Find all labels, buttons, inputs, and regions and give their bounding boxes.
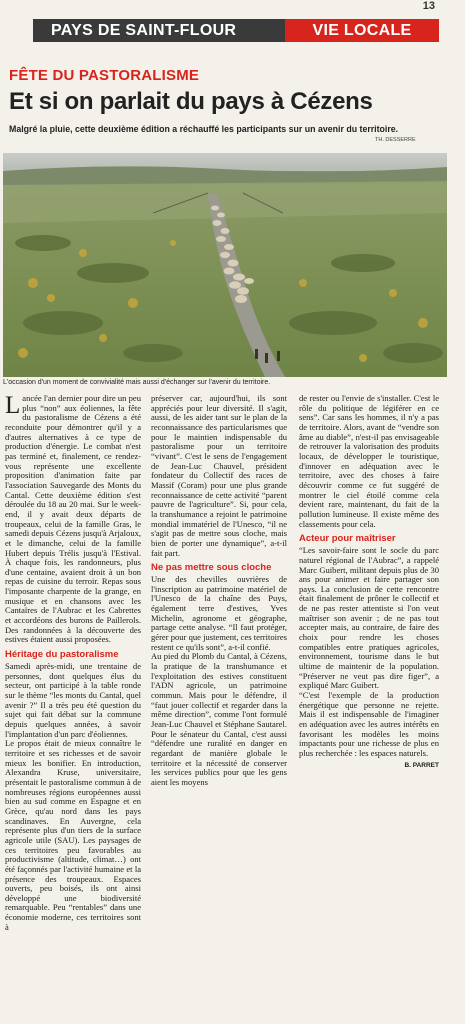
article-photo: [3, 153, 447, 377]
article-column-1: [5, 394, 141, 1024]
paragraph: “C'est l'exemple de la production énergétique que personne ne rejette. Mais il est indispensable de l'imaginer en adéquation avec les autres intérêts en favorisant les modèles les moins impactants pour une richesse de plus en plus recherchée : les espaces naturels.: [299, 690, 439, 758]
paragraph: de rester ou l'envie de s'installer. C'est le rôle du politique de légiférer en ce sens”. Car sans les hommes, il n'y a pas de territoire. Alors, avant de “vendre son âme au diable”, n'est-il pas envisageable de retrouver la valorisation des produits locaux, de développer le touristique, d'innover en adéquation avec le territoire, avec des choses à faire découvrir comme ce fut suggéré de montrer le ciel étoilé comme cela devient rare, maintenant, du fait de la pollution lumineuse. Il existe même des classements pour cela.: [299, 394, 439, 529]
author-byline: B. PARRET: [404, 761, 439, 769]
article-column-3: [299, 394, 439, 854]
subheading: Ne pas mettre sous cloche: [151, 562, 272, 574]
paragraph: Le propos était de mieux connaître le territoire et ses richesses et de savoir mieux les bonifier. En introduction, Alexandra Kruse, universitaire, présentait le pastoralisme commun à de nombreuses régions européennes aussi bien au sud comme en Espagne et en Grèce, qu'au nord dans les pays scandinaves. En Auvergne, cela représente plus d'un tiers de la surface agricole utile (SAU). Les paysages de ces territoires peu favorables au productivisme (altitude, climat…) ont été façonnés par l'activité humaine et la présence des troupeaux. Espaces ouverts, peu boisés, ils ont ainsi développé une biodiversité remarquable. Peu “rentables” dans une économie moderne, ces territoires sont à: [5, 738, 141, 932]
paragraph: Au pied du Plomb du Cantal, à Cézens, la pratique de la transhumance et l'exploitation des estives constituent l'ADN agricole, un patrimoine commun. Mais pour le défendre, il “faut jouer collectif et regarder dans la même direction”, comme l'ont formulé Jean-Luc Chauvel et Stéphane Sautarel. Pour le sénateur du Cantal, c'est aussi “défendre une ruralité en danger en regardant de manière globale le territoire et la nécessité de conserver les services publics pour que les gens aient les moyens: [151, 651, 287, 787]
photo-caption: L'occasion d'un moment de convivialité mais aussi d'échanger sur l'avenir du territoire.: [3, 379, 271, 386]
article-headline: Et si on parlait du pays à Cézens: [9, 88, 373, 115]
section-title-left: PAYS DE SAINT-FLOUR: [33, 19, 285, 42]
paragraph: Samedi après-midi, une trentaine de personnes, dont quelques élus du secteur, ont participé à la table ronde sur le thème “les monts du Cantal, quel avenir ?” Il a très peu été question du sujet qui fait débat sur la commune depuis quelques années, à savoir l'implantation d'un parc d'éoliennes.: [5, 661, 141, 739]
subheading: Acteur pour maîtriser: [299, 533, 396, 545]
drop-cap: L: [5, 394, 21, 419]
subheading: Héritage du pastoralisme: [5, 649, 119, 661]
paragraph: [5, 394, 141, 645]
article-kicker: FÊTE DU PASTORALISME: [9, 67, 200, 84]
photo-credit: TH. DESSERRE: [375, 137, 416, 143]
paragraph: préserver car, aujourd'hui, ils sont appréciés pour leur diversité. Il s'agit, aussi, de les aider tant sur le plan de la reconnaissance des particularismes que pour le maintien indispensable du pastoralisme pour un territoire “vivant”. C'est le sens de l'engagement de Jean-Luc Chauvel, président fondateur du Collectif des races de Massif (Coram) pour une plus grande reconnaissance de cette activité “parent pauvre de l'agriculture”. Si, pour cela, la transhumance a rejoint le patrimoine mondial immatériel de l'Unesco, “il ne s'agit pas de mettre sous cloche, mais bien de porter une dynamique”, a-t-il fait part.: [151, 394, 287, 558]
paragraph: “Les savoir-faire sont le socle du parc naturel régional de l'Aubrac”, a rappelé Marc Guibert, militant depuis plus de 30 ans pour animer et faire partager son pays. La conclusion de cette rencontre était finalement de prôner le collectif et de ne pas rester attentiste si l'on veut maîtriser son avenir ; de ne pas tout accepter mais, au contraire, de faire des choix pour rendre les choses compatibles entre pratiques agricoles, environnement, tourisme dans le but ultime de maintenir de la population. “Préserver ne veut pas dire figer”, a expliqué Marc Guibert.: [299, 545, 439, 691]
paragraph-text: ancée l'an dernier pour dire un peu plus “non” aux éoliennes, la fête du pastoralisme de Cézens a été reconduite pour démontrer qu'il y a d'autres alternatives à ce type de production d'énergie. Le combat n'est pas terminé et, finalement, ce rendez-vous représente une excellente proposition d'animation faite par l'association Sauvegarde des Monts du Cantal. Cette deuxième édition s'est déroulée du 18 au 20 mai. Sur le week-end, il y avait deux départs de troupeaux, celui de la famille Gras, le samedi depuis Cézens jusqu'à Arjaloux, et le dimanche, celui de la famille Hubert depuis Trélis jusqu'à l'Estival. À chaque fois, les randonneurs, plus d'une centaine, avaient droit à un bon repas de cuisine du terroir. Repas sous l'imposante charpente de la grange, en musique et en chansons avec les Cantaïres de l'Aubrac et les Cabrettes et accordéons des burons de Paillerols. Des randonnées à la découverte des estives étaient aussi proposées.: [5, 394, 141, 645]
paragraph: Une des chevilles ouvrières de l'inscription au patrimoine matériel de l'Unesco de la chaîne des Puys, également terre d'estives, Yves Michelin, agronome et géographe, partage cette analyse. “Il faut protéger, gérer pour que justement, ces territoires restent ce qu'ils sont”, a-t-il confié.: [151, 574, 287, 652]
page-number: 13: [422, 0, 435, 12]
article-column-2: [151, 394, 287, 854]
section-title-right: VIE LOCALE: [285, 19, 439, 42]
article-standfirst: Malgré la pluie, cette deuxième édition a réchauffé les participants sur un avenir du territoire.: [9, 124, 399, 134]
herd-on-road-image: [3, 153, 447, 377]
section-header: [33, 19, 439, 42]
